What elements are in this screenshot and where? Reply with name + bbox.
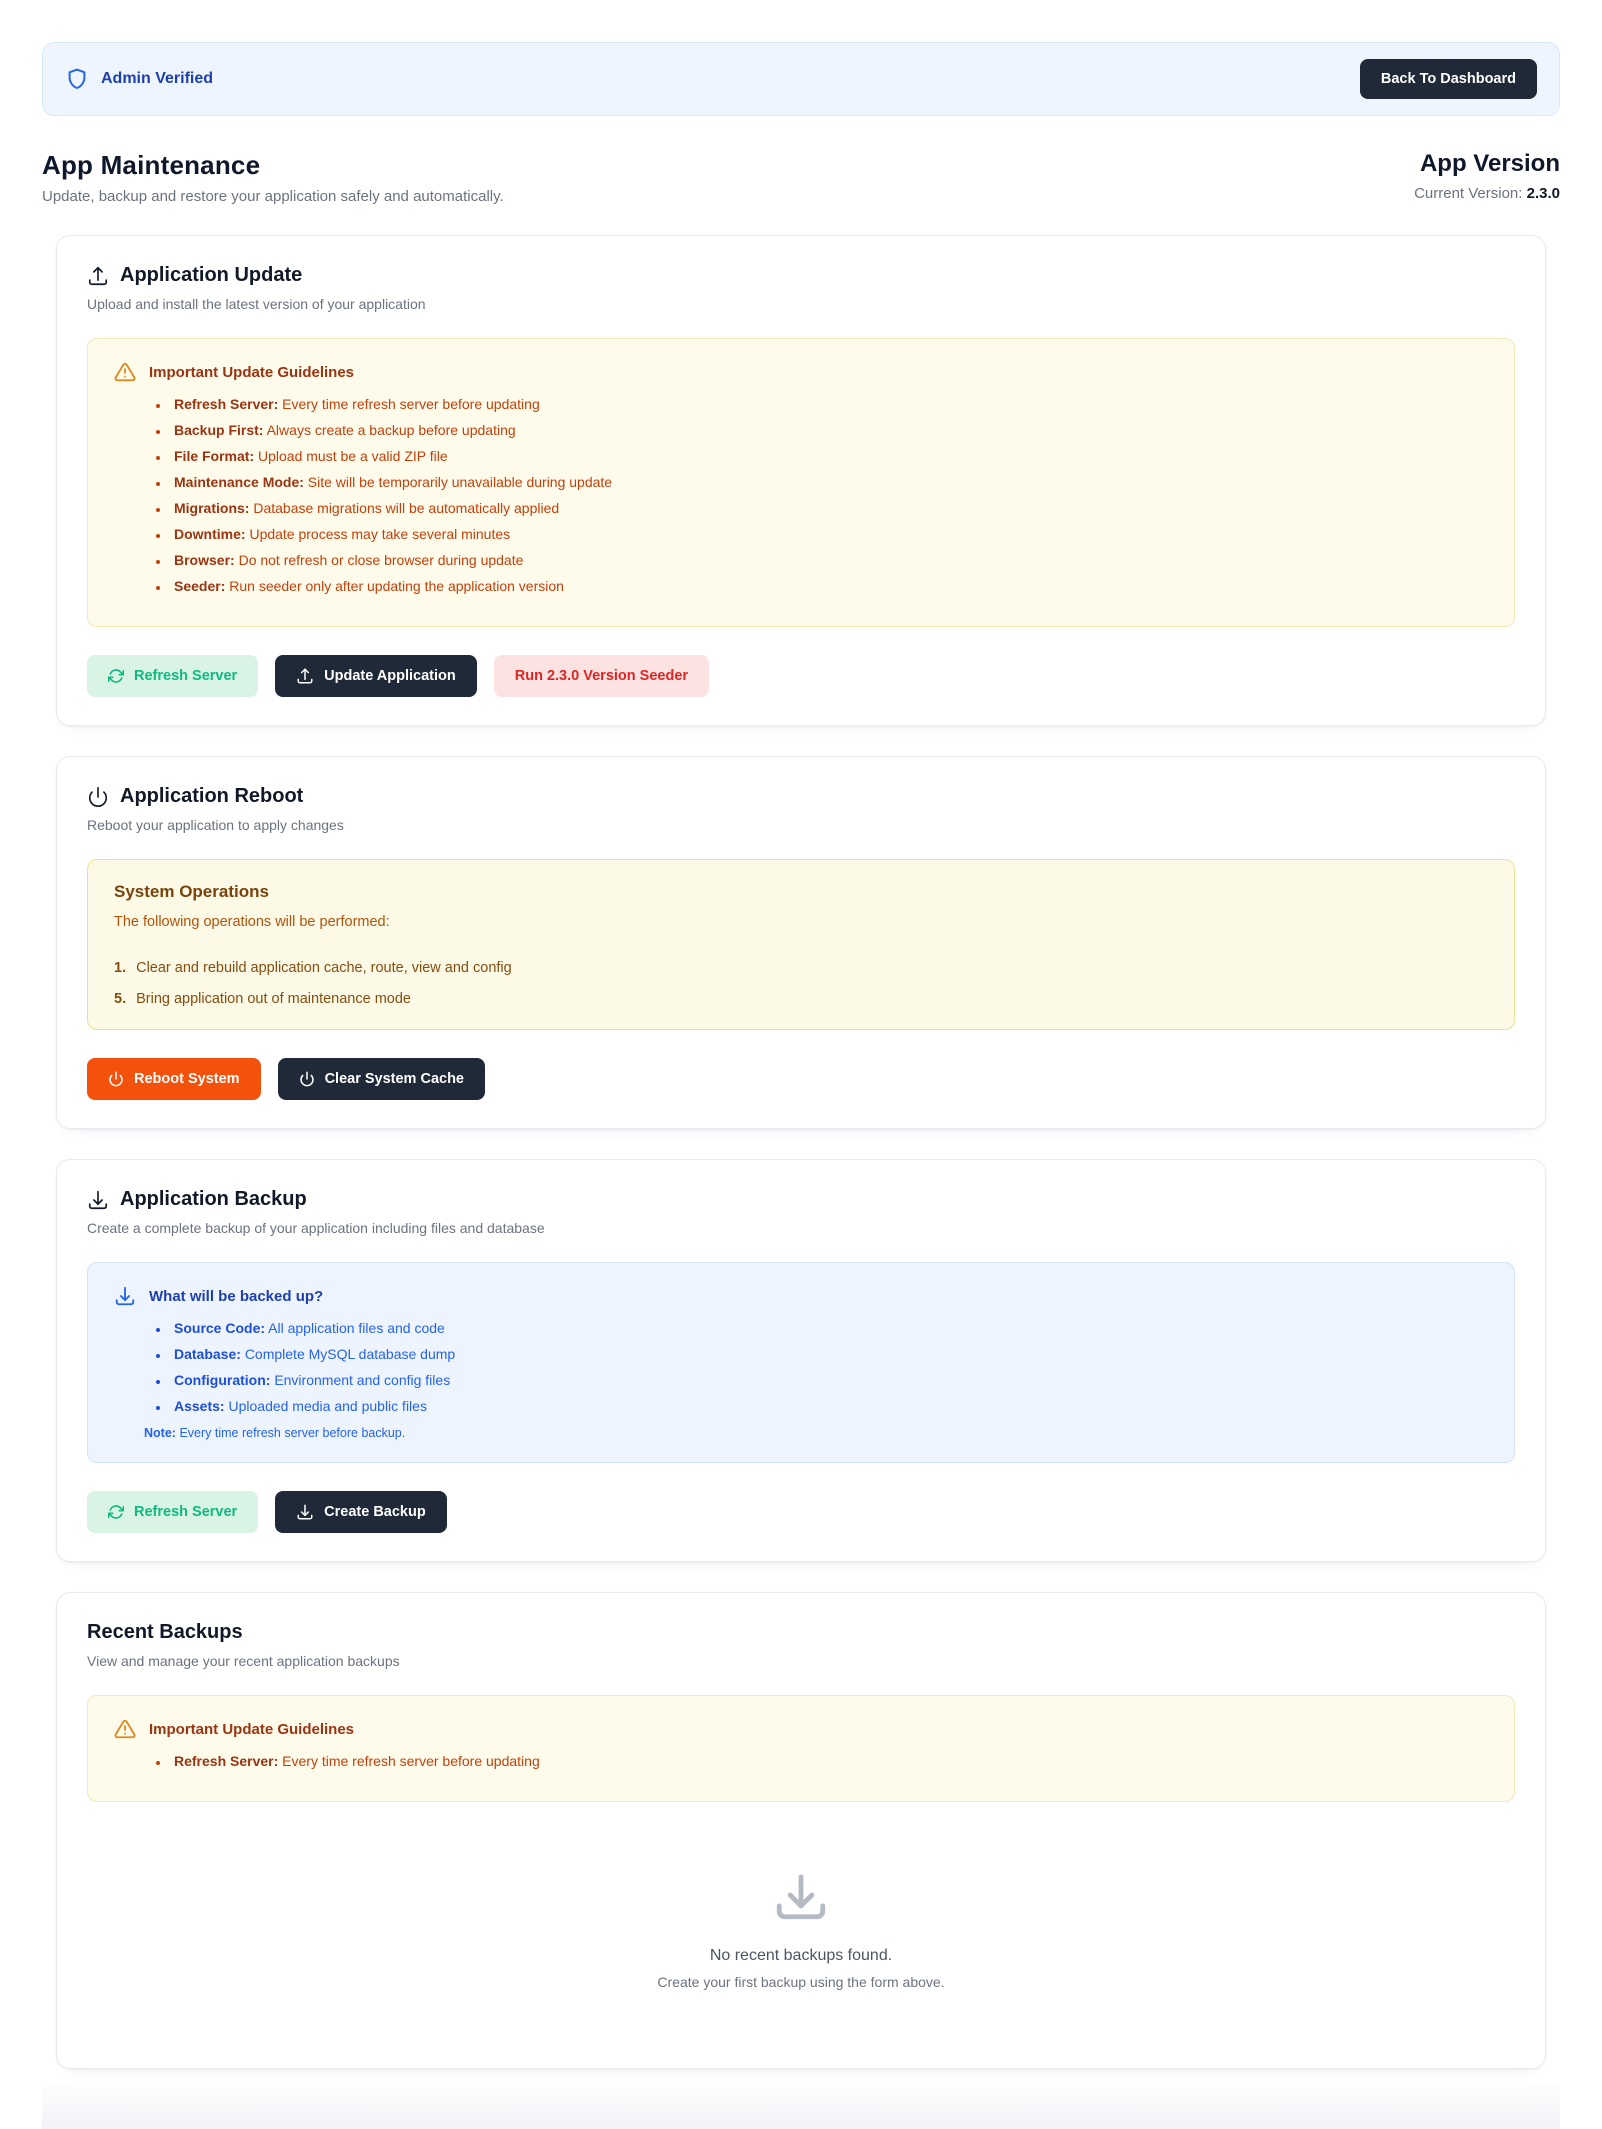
- empty-state: [87, 1802, 1515, 2040]
- recent-backups-title: Recent Backups: [87, 1621, 243, 1643]
- guideline-item: • Seeder: Run seeder only after updating the application version: [170, 578, 1488, 594]
- empty-state-subtitle: Create your first backup using the form above.: [657, 1974, 945, 1990]
- backup-item: • Source Code: All application files and code: [170, 1320, 1488, 1336]
- application-update-subtitle: Upload and install the latest version of your application: [87, 296, 426, 312]
- update-application-button[interactable]: Update Application: [275, 655, 477, 697]
- application-backup-title: Application Backup: [87, 1188, 1515, 1211]
- system-operations-intro: The following operations will be performed:: [114, 914, 390, 930]
- application-update-card: [56, 235, 1546, 726]
- refresh-icon: [108, 1504, 124, 1520]
- page-header-left: [42, 150, 504, 205]
- page-header: [42, 150, 1560, 205]
- admin-verified-group: [65, 67, 213, 91]
- power-icon: [108, 1071, 124, 1087]
- guideline-item: • Refresh Server: Every time refresh server before updating: [170, 396, 1488, 412]
- power-icon: [87, 786, 109, 808]
- shield-icon: [65, 67, 89, 91]
- recent-guidelines-header: [114, 1718, 1488, 1740]
- update-guidelines-title: Important Update Guidelines: [149, 363, 355, 381]
- backup-note: Note: Every time refresh server before backup.: [144, 1426, 406, 1440]
- upload-tray-icon: [87, 265, 109, 287]
- current-version-line: [1414, 185, 1560, 202]
- warning-triangle-icon: [114, 1718, 136, 1740]
- application-update-title: Application Update: [87, 264, 1515, 287]
- application-reboot-card: [56, 756, 1546, 1129]
- application-backup-card: [56, 1159, 1546, 1562]
- guideline-item: • Refresh Server: Every time refresh server before updating: [170, 1753, 1488, 1769]
- page-bottom-gradient: [42, 2083, 1560, 2129]
- refresh-server-button[interactable]: Refresh Server: [87, 1491, 258, 1533]
- update-guidelines-box: [87, 338, 1515, 627]
- backup-info-list: [170, 1320, 1488, 1414]
- guideline-item: • Downtime: Update process may take several minutes: [170, 526, 1488, 542]
- system-operations-box: [87, 859, 1515, 1030]
- app-version-title: App Version: [1419, 150, 1560, 177]
- operation-item: 5. Bring application out of maintenance mode: [114, 991, 411, 1007]
- backup-item: • Database: Complete MySQL database dump: [170, 1346, 1488, 1362]
- application-reboot-subtitle: Reboot your application to apply changes: [87, 817, 344, 833]
- refresh-icon: [108, 668, 124, 684]
- guideline-item: • File Format: Upload must be a valid ZIP file: [170, 448, 1488, 464]
- clear-system-cache-button[interactable]: Clear System Cache: [278, 1058, 485, 1100]
- power-icon: [299, 1071, 315, 1087]
- download-tray-icon: [87, 1189, 109, 1211]
- run-seeder-button[interactable]: Run 2.3.0 Version Seeder: [494, 655, 709, 697]
- warning-triangle-icon: [114, 361, 136, 383]
- page-subtitle: Update, backup and restore your application safely and automatically.: [42, 188, 504, 205]
- back-to-dashboard-button[interactable]: [1360, 59, 1537, 99]
- page-title: App Maintenance: [42, 150, 261, 180]
- backup-info-box: [87, 1262, 1515, 1463]
- backup-actions: [87, 1491, 1515, 1533]
- admin-verified-label: Admin Verified: [101, 70, 214, 87]
- current-version-value: 2.3.0: [1526, 185, 1560, 202]
- page-header-right: [1414, 150, 1560, 202]
- application-reboot-title: Application Reboot: [87, 785, 1515, 808]
- refresh-server-button[interactable]: Refresh Server: [87, 655, 258, 697]
- system-operations-list: [114, 960, 1488, 1007]
- back-to-dashboard-label: Back To Dashboard: [1380, 71, 1516, 87]
- reboot-actions: [87, 1058, 1515, 1100]
- recent-guidelines-list: [170, 1753, 1488, 1769]
- reboot-system-button[interactable]: Reboot System: [87, 1058, 261, 1100]
- guideline-item: • Migrations: Database migrations will be automatically applied: [170, 500, 1488, 516]
- recent-backups-card: [56, 1592, 1546, 2069]
- guideline-item: • Backup First: Always create a backup before updating: [170, 422, 1488, 438]
- recent-guidelines-title: Important Update Guidelines: [149, 1720, 355, 1738]
- admin-verified-banner: [42, 42, 1560, 116]
- application-backup-subtitle: Create a complete backup of your application including files and database: [87, 1220, 545, 1236]
- guideline-item: • Maintenance Mode: Site will be temporarily unavailable during update: [170, 474, 1488, 490]
- create-backup-button[interactable]: Create Backup: [275, 1491, 447, 1533]
- download-tray-icon: [772, 1866, 830, 1924]
- system-operations-title: System Operations: [114, 882, 269, 901]
- backup-item: • Configuration: Environment and config files: [170, 1372, 1488, 1388]
- update-actions: [87, 655, 1515, 697]
- empty-state-title: No recent backups found.: [709, 1947, 893, 1964]
- download-tray-icon: [296, 1503, 314, 1521]
- current-version-label: Current Version:: [1414, 185, 1523, 202]
- backup-item: • Assets: Uploaded media and public files: [170, 1398, 1488, 1414]
- backup-info-header: [114, 1285, 1488, 1307]
- backup-info-title: What will be backed up?: [149, 1287, 324, 1305]
- download-tray-icon: [114, 1285, 136, 1307]
- update-guidelines-header: [114, 361, 1488, 383]
- recent-guidelines-box: [87, 1695, 1515, 1802]
- upload-tray-icon: [296, 667, 314, 685]
- update-guidelines-list: [170, 396, 1488, 594]
- recent-backups-subtitle: View and manage your recent application backups: [87, 1653, 400, 1669]
- operation-item: 1. Clear and rebuild application cache, route, view and config: [114, 960, 512, 976]
- guideline-item: • Browser: Do not refresh or close browser during update: [170, 552, 1488, 568]
